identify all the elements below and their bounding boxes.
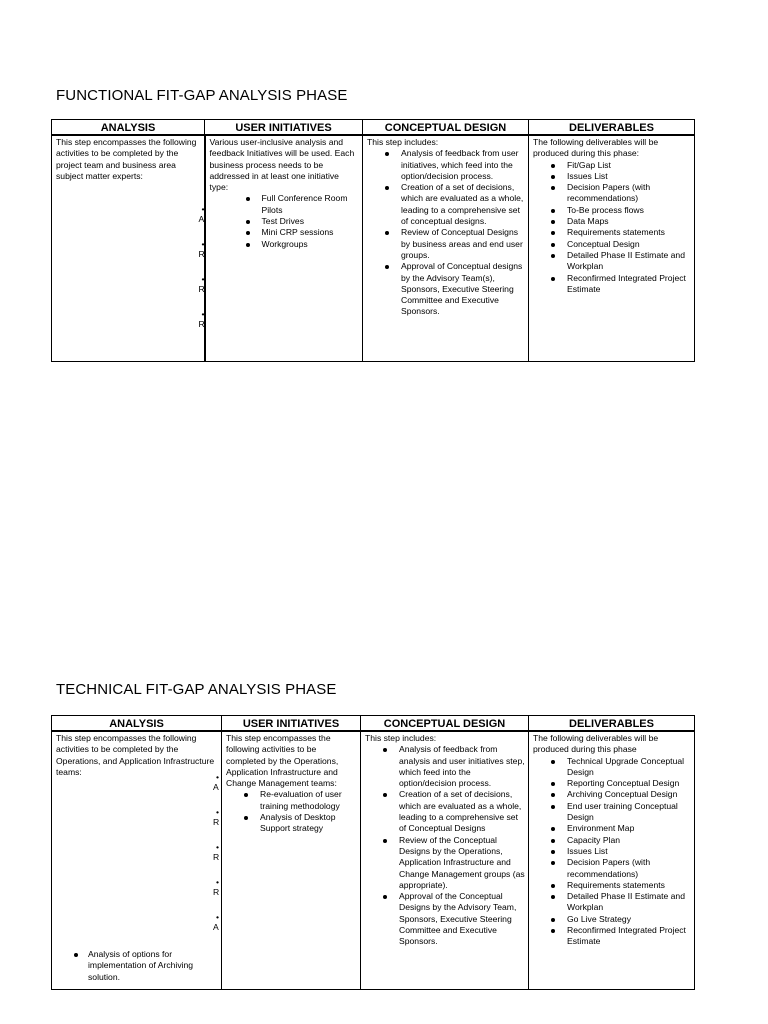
list-item: Environment Map [567, 823, 691, 834]
list-item: Decision Papers (with recommendations) [567, 182, 691, 205]
user-initiatives-text: Various user-inclusive analysis and feedback Initiatives will be used. Each business process needs to be addressed in at least one initiative type: [209, 137, 355, 193]
list-item: Decision Papers (with recommendations) [567, 857, 691, 880]
list-item: Approval of the Conceptual Designs by the Advisory Team, Sponsors, Executive Steering Committee and Executive Sponsors. [399, 891, 525, 947]
list-item: Reconfirmed Integrated Project Estimate [567, 925, 691, 948]
header-deliverables: DELIVERABLES [529, 120, 695, 136]
list-item: Fit/Gap List [567, 160, 691, 171]
header-analysis: ANALYSIS [52, 120, 205, 136]
list-item: Analysis of Desktop Support strategy [260, 812, 357, 835]
header-deliverables: DELIVERABLES [529, 716, 695, 732]
list-item: Detailed Phase II Estimate and Workplan [567, 250, 691, 273]
section1-title: FUNCTIONAL FIT-GAP ANALYSIS PHASE [56, 87, 348, 104]
list-item: Creation of a set of decisions, which are evaluated as a whole, leading to a comprehensive set of Conceptual Designs [399, 789, 525, 834]
list-item: Test Drives [262, 216, 360, 227]
user-initiatives-cell: Various user-inclusive analysis and feedback Initiatives will be used. Each business process needs to be addressed in at least one initiative type: Full Conference Room Pilots Test Drives Mini CRP sessions Workgroups • A • R • R • R [205, 135, 363, 361]
conceptual-list [367, 148, 525, 317]
deliverables-list [533, 160, 691, 296]
header-conceptual-design: CONCEPTUAL DESIGN [363, 120, 529, 136]
list-item: Analysis of feedback from analysis and user initiatives step, which feed into the option/decision process. [399, 744, 525, 789]
list-item: Conceptual Design [567, 239, 691, 250]
table-header-row [52, 120, 695, 136]
deliverables-list [533, 756, 691, 948]
conceptual-text: This step includes: [365, 733, 437, 743]
header-conceptual-design: CONCEPTUAL DESIGN [361, 716, 529, 732]
analysis-cell [52, 731, 222, 989]
conceptual-design-cell [361, 731, 529, 989]
user-initiatives-cell: This step encompasses the following activities to be completed by the Operations, Application Infrastructure and Change Management teams: Re-evaluation of user training methodology Analysis of Desktop Support strategy • A • R • R • R • A [222, 731, 361, 989]
list-item: Detailed Phase II Estimate and Workplan [567, 891, 691, 914]
list-item: Requirements statements [567, 227, 691, 238]
list-item: Analysis of feedback from user initiatives, which feed into the option/decision process. [401, 148, 525, 182]
header-user-initiatives: USER INITIATIVES [205, 120, 363, 136]
conceptual-text: This step includes: [367, 137, 439, 147]
list-item: End user training Conceptual Design [567, 801, 691, 824]
table-row [52, 731, 695, 989]
deliverables-cell [529, 135, 695, 361]
table-header-row [52, 716, 695, 732]
header-analysis: ANALYSIS [52, 716, 222, 732]
analysis-cell [52, 135, 205, 361]
list-item: Mini CRP sessions [262, 227, 360, 238]
analysis-text: This step encompasses the following activities to be completed by the Operations, and Application Infrastructure teams: [56, 733, 215, 777]
list-item: Requirements statements [567, 880, 691, 891]
list-item: Re-evaluation of user training methodology [260, 789, 357, 812]
deliverables-text: The following deliverables will be produced during this phase [533, 733, 659, 755]
conceptual-design-cell [363, 135, 529, 361]
user-initiatives-text: This step encompasses the following activities to be completed by the Operations, Application Infrastructure and Change Management teams: [226, 733, 339, 789]
list-item: Approval of Conceptual designs by the Advisory Team(s), Sponsors, Executive Steering Committee and Executive Sponsors. [401, 261, 525, 317]
list-item: Capacity Plan [567, 835, 691, 846]
list-item: Data Maps [567, 216, 691, 227]
list-item: Go Live Strategy [567, 914, 691, 925]
list-item: Reporting Conceptual Design [567, 778, 691, 789]
list-item: Issues List [567, 171, 691, 182]
header-user-initiatives: USER INITIATIVES [222, 716, 361, 732]
list-item: Workgroups [262, 239, 360, 250]
list-item: Technical Upgrade Conceptual Design [567, 756, 691, 779]
user-initiatives-list [210, 193, 360, 249]
list-item: To-Be process flows [567, 205, 691, 216]
list-item: Archiving Conceptual Design [567, 789, 691, 800]
list-item: Reconfirmed Integrated Project Estimate [567, 273, 691, 296]
functional-table [51, 119, 695, 362]
list-item: Review of the Conceptual Designs by the Operations, Application Infrastructure and Change Management groups (as appropriate). [399, 834, 525, 890]
technical-table [51, 715, 695, 990]
deliverables-cell [529, 731, 695, 989]
user-initiatives-list [226, 789, 357, 834]
list-item: Creation of a set of decisions, which are evaluated as a whole, leading to a comprehensive set of conceptual designs. [401, 182, 524, 227]
deliverables-text: The following deliverables will be produced during this phase: [533, 137, 659, 159]
analysis-bottom-item: Analysis of options for implementation of Archiving solution. [74, 949, 212, 983]
list-item: Review of Conceptual Designs by business areas and end user groups. [401, 227, 525, 261]
list-item: Full Conference Room Pilots [262, 193, 360, 216]
table-row [52, 135, 695, 361]
list-item: Issues List [567, 846, 691, 857]
analysis-text: This step encompasses the following activities to be completed by the project team and business area subject matter experts: [56, 137, 197, 181]
section2-title: TECHNICAL FIT-GAP ANALYSIS PHASE [56, 681, 337, 698]
conceptual-list [365, 744, 525, 947]
